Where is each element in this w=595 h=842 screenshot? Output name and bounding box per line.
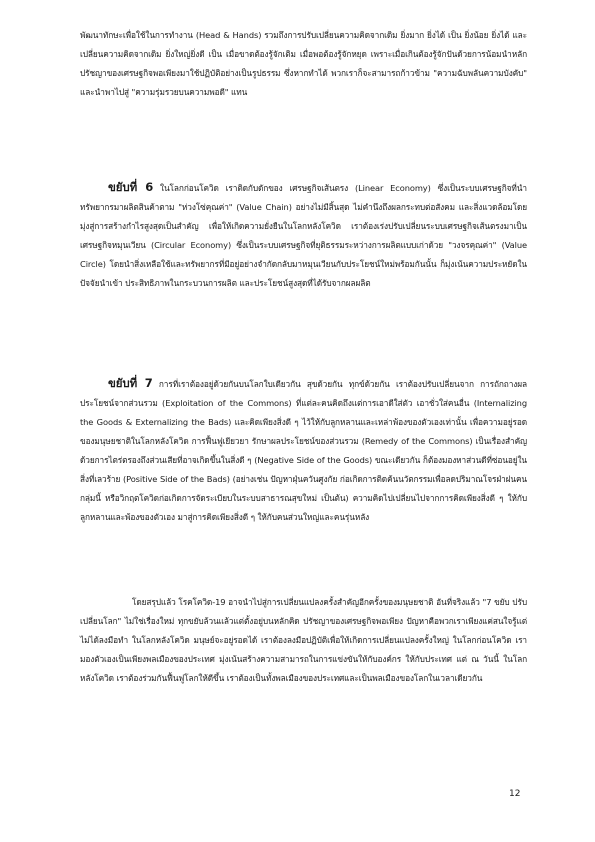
- paragraph-step-6: [80, 178, 527, 293]
- page-number: 12: [509, 789, 521, 799]
- paragraph-step-7: [80, 374, 527, 527]
- step-heading: ขยับที่ 6: [108, 180, 154, 194]
- paragraph-text: พัฒนาทักษะเพื่อใช้ในการทำงาน (Head & Hands) รวมถึงการปรับเปลี่ยนความคิดจากเดิม ยิ่งมาก ยิ่งได้ เป็น ยิ่งน้อย ยิ่งได้ และเปลี่ยนความคิดจากเดิม ยิ่งใหญ่ยิ่งดี เป็น เมื่อขาดต้องรู้จักเติม เมื่อพอต้องรู้จักหยุด เพราะเมื่อเกินต้องรู้จักปันด้วยการน้อมนำหลักปรัชญาของเศรษฐกิจพอเพียงมาใช้ปฏิบัติอย่างเป็นรูปธรรม ซึ่งหากทำได้ พวกเราก็จะสามารถก้าวข้าม "ความฉับพลันความบังคับ" และนำพาไปสู่ "ความรุ่มรวยบนความพอดี" แทน: [80, 30, 527, 97]
- paragraph-text: การที่เราต้องอยู่ด้วยกันบนโลกใบเดียวกัน สุขด้วยกัน ทุกข์ด้วยกัน เราต้องปรับเปลี่ยนจาก การถักถางผลประโยชน์จากส่วนรวม (Exploitation of the Commons) ที่แต่ละคนคิดถึงแต่การเอาดีใส่ตัว เอาชั่วใส่คนอื่น (Internalizing the Goods & Externalizing the Bads) และคิดเพียงสิ่งดี ๆ ไว้ให้กับลูกหลานและเหล่าพ้องของตัวเองเท่านั้น เพื่อความอยู่รอดของมนุษยชาติในโลกหลังโควิด การฟื้นฟูเยียวยา รักษาผลประโยชน์ของส่วนรวม (Remedy of the Commons) เป็นเรื่องสำคัญ ด้วยการไตร่ตรองถึงส่วนเสียที่อาจเกิดขึ้นในสิ่งดี ๆ (Negative Side of the Goods) ขณะเดียวกัน ก็ต้องมองหาส่วนดีที่ซ่อนอยู่ในสิ่งที่เลวร้าย (Positive Side of the Bads) (อย่างเช่น ปัญหาฝุ่นควันศูงกัย ก่อเกิดการติดค้นนวัตกรรมเพื่อลดปริมาณโจรฝ่าฝนคนกลุ่มนี้ หรือวิกฤตโควิดก่อเกิดการจัดระเบียบในระบบสาธารณสุขใหม่ เป็นต้น) ความคิดไปเปลี่ยนไปจากการคิดเพียงสิ่งดี ๆ ให้กับลูกหลานและพ้องของตัวเอง มาสู่การคิดเพียงสิ่งดี ๆ ให้กับคนส่วนใหญ่และคนรุ่นหลัง: [80, 379, 527, 522]
- paragraph-text: โดยสรุปแล้ว โรคโควิด-19 อาจนำไปสู่การเปลี่ยนแปลงครั้งสำคัญอีกครั้งของมนุษยชาติ อันที่จริงแล้ว "7 ขยับ ปรับเปลี่ยนโลก" ไม่ใช่เรื่องใหม่ ทุกขยับล้วนแล้วแต่ตั้งอยู่บนหลักคิด ปรัชญาของเศรษฐกิจพอเพียง ปัญหาคือพวกเราเพียงแค่สนใจรู้แต่ไม่ได้ลงมือทำ ในโลกหลังโควิด มนุษย์จะอยู่รอดได้ เราต้องลงมือปฏิบัติเพื่อให้เกิดการเปลี่ยนแปลงครั้งใหญ่ ในโลกก่อนโควิด เรามองตัวเองเป็นเพียงพลเมืองของประเทศ มุ่งเน้นสร้างความสามารถในการแข่งขันให้กับองค์กร ให้กับประเทศ แต่ ณ วันนี้ ในโลกหลังโควิด เราต้องร่วมกันฟื้นฟูโลกให้ดีขึ้น เราต้องเป็นทั้งพลเมืองของประเทศและเป็นพลเมืองของโลกในเวลาเดียวกัน: [80, 597, 527, 683]
- step-heading: ขยับที่ 7: [108, 376, 153, 390]
- paragraph-continuation: [80, 26, 527, 102]
- paragraph-summary: [80, 593, 527, 688]
- paragraph-text: ในโลกก่อนโควิด เราติดกับดักของ เศรษฐกิจเส้นตรง (Linear Economy) ซึ่งเป็นระบบเศรษฐกิจที่นำทรัพยากรมาผลิตสินค้าตาม "ห่วงโซ่คุณค่า" (Value Chain) อย่างไม่มีสิ้นสุด ไม่คำนึงถึงผลกระทบต่อสังคม และสิ่งแวดล้อมโดยมุ่งสู่การสร้างกำไรสูงสุดเป็นสำคัญ เพื่อให้เกิดความยั่งยืนในโลกหลังโควิด เราต้องเร่งปรับเปลี่ยนระบบเศรษฐกิจเส้นตรงมาเป็น เศรษฐกิจหมุนเวียน (Circular Economy) ซึ่งเป็นระบบเศรษฐกิจที่ยุติธรรมระหว่างการผลิตแบบเก่าด้วย "วงจรคุณค่า" (Value Circle) โดยนำสิ่งเหลือใช้และทรัพยากรที่มีอยู่อย่างจำกัดกลับมาหมุนเวียนกับประโยชน์ใหม่พร้อมกันนั้น ก็มุ่งเน้นความประหยัดในปัจจัยนำเข้า ประสิทธิภาพในกระบวนการผลิต และประโยชน์สูงสุดที่ได้รับจากผลผลิต: [80, 183, 527, 288]
